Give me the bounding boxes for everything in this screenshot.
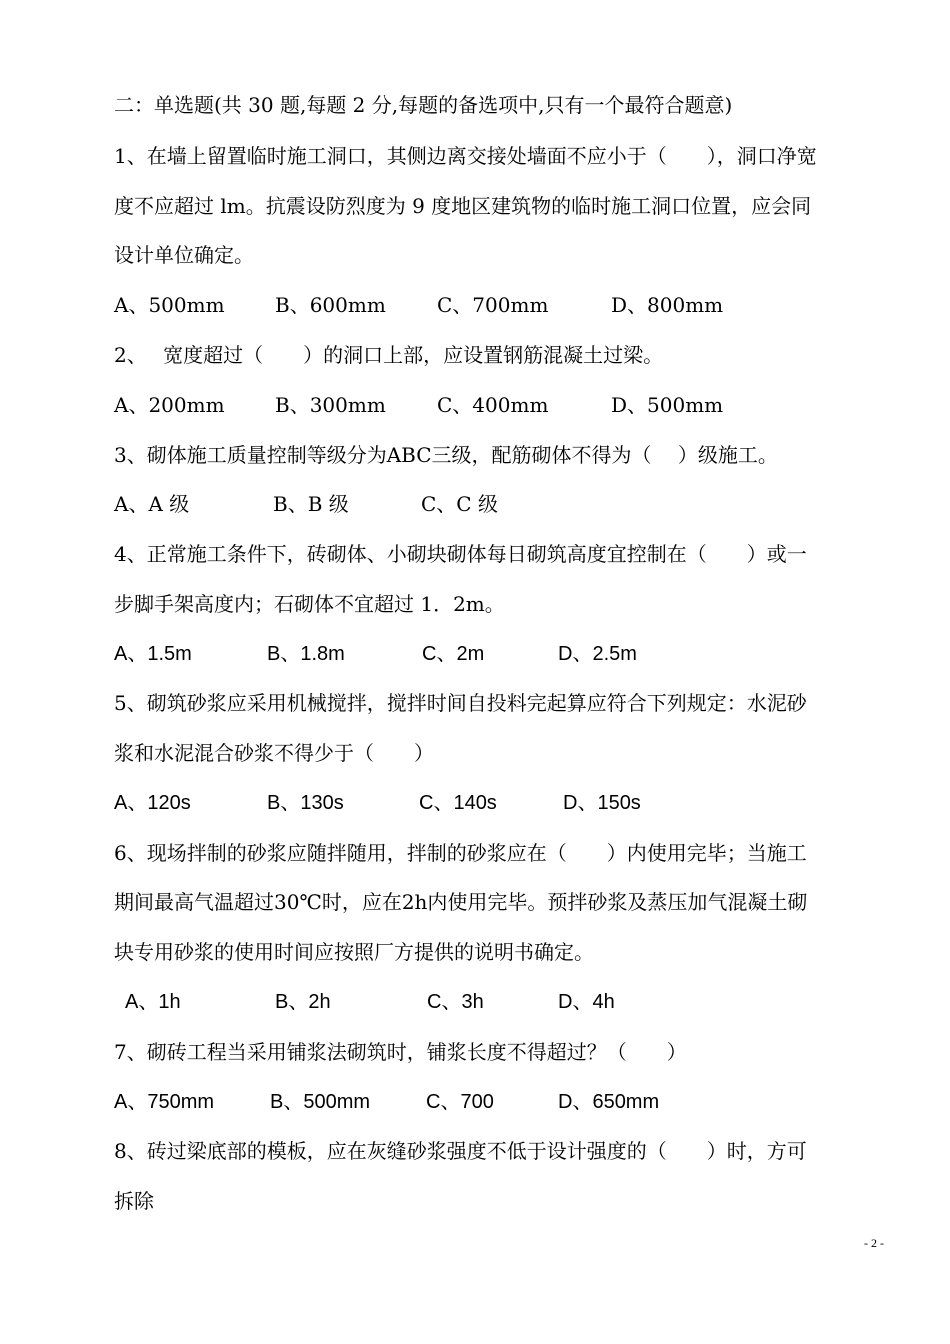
q7-option-b: B、500mm (270, 1091, 371, 1113)
question-6-line-1: 6、现场拌制的砂浆应随拌随用，拌制的砂浆应在（ ）内使用完毕；当施工 (114, 841, 807, 865)
question-1-line-3: 设计单位确定。 (114, 243, 254, 267)
q5-option-d: D、150s (563, 792, 641, 814)
q7-option-a: A、750mm (114, 1091, 215, 1113)
q3-option-c: C、C 级 (421, 492, 498, 516)
q1-option-a: A、500mm (114, 293, 225, 317)
question-5-line-1: 5、砌筑砂浆应采用机械搅拌，搅拌时间自投料完起算应符合下列规定：水泥砂 (114, 691, 807, 715)
q4-option-a: A、1.5m (114, 643, 192, 665)
question-8-line-2: 拆除 (114, 1189, 154, 1213)
q1-option-b: B、600mm (275, 293, 386, 317)
q6-option-c: C、3h (427, 991, 484, 1013)
q5-option-b: B、130s (267, 792, 344, 814)
question-4-line-2: 步脚手架高度内；石砌体不宜超过 1．2m。 (114, 592, 505, 616)
question-1-line-1: 1、在墙上留置临时施工洞口，其侧边离交接处墙面不应小于（ ），洞口净宽 (114, 144, 817, 168)
question-7-line-1: 7、砌砖工程当采用铺浆法砌筑时，铺浆长度不得超过？（ ） (114, 1040, 687, 1064)
q6-option-d: D、4h (558, 991, 615, 1013)
q3-option-a: A、A 级 (114, 492, 190, 516)
q5-option-c: C、140s (419, 792, 497, 814)
q1-option-c: C、700mm (437, 293, 549, 317)
question-5-line-2: 浆和水泥混合砂浆不得少于（ ） (114, 741, 434, 765)
q1-option-d: D、800mm (611, 293, 724, 317)
q7-option-d: D、650mm (558, 1091, 660, 1113)
q2-option-c: C、400mm (437, 393, 549, 417)
section-heading: 二：单选题(共 30 题,每题 2 分,每题的备选项中,只有一个最符合题意) (114, 93, 733, 117)
question-1-line-2: 度不应超过 lm。抗震设防烈度为 9 度地区建筑物的临时施工洞口位置，应会同 (114, 194, 812, 218)
question-6-line-3: 块专用砂浆的使用时间应按照厂方提供的说明书确定。 (114, 940, 594, 964)
question-2-line-1: 2、 宽度超过（ ）的洞口上部，应设置钢筋混凝土过梁。 (114, 343, 664, 367)
q2-option-a: A、200mm (114, 393, 225, 417)
q3-option-b: B、B 级 (273, 492, 349, 516)
q2-option-d: D、500mm (611, 393, 724, 417)
q4-option-d: D、2.5m (558, 643, 637, 665)
q6-option-a: A、1h (125, 991, 181, 1013)
q2-option-b: B、300mm (275, 393, 386, 417)
q4-option-b: B、1.8m (267, 643, 345, 665)
page-number: - 2 - (864, 1236, 884, 1250)
question-6-line-2: 期间最高气温超过30℃时，应在2h内使用完毕。预拌砂浆及蒸压加气混凝土砌 (114, 890, 808, 914)
q4-option-c: C、2m (422, 643, 485, 665)
question-3-line-1: 3、砌体施工质量控制等级分为ABC三级，配筋砌体不得为（ ）级施工。 (114, 443, 778, 467)
q6-option-b: B、2h (275, 991, 331, 1013)
q5-option-a: A、120s (114, 792, 191, 814)
question-8-line-1: 8、砖过梁底部的模板，应在灰缝砂浆强度不低于设计强度的（ ）时，方可 (114, 1139, 807, 1163)
q7-option-c: C、700 (426, 1091, 494, 1113)
question-4-line-1: 4、正常施工条件下，砖砌体、小砌块砌体每日砌筑高度宜控制在（ ）或一 (114, 542, 807, 566)
